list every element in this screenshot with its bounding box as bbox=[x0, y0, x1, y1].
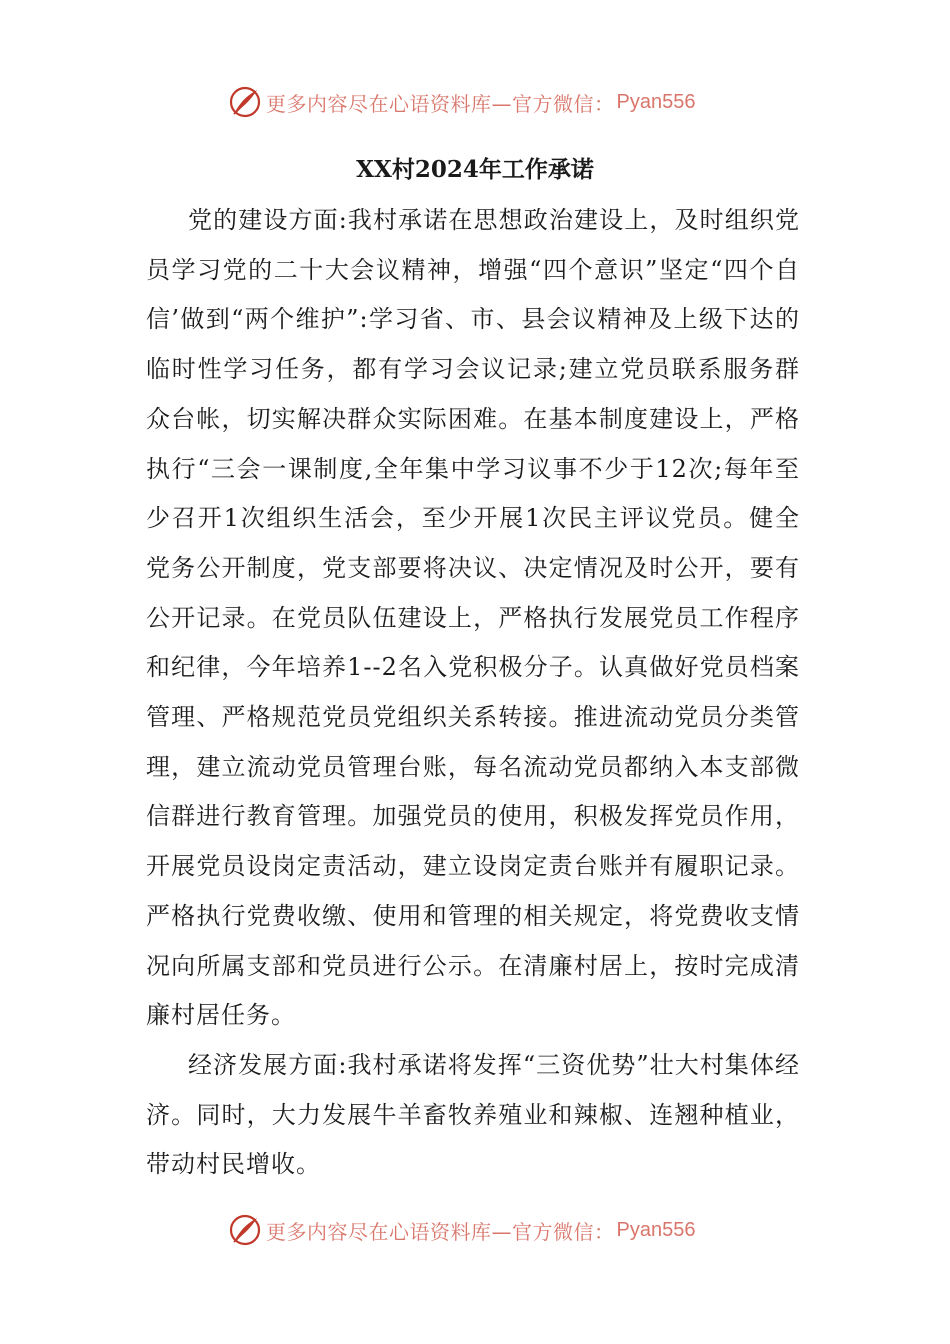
quill-logo-icon bbox=[228, 1213, 262, 1247]
header-watermark bbox=[228, 82, 695, 122]
footer-watermark bbox=[228, 1210, 695, 1250]
watermark-text: 更多内容尽在心语资料库—官方微信： bbox=[266, 91, 615, 116]
watermark-text: 更多内容尽在心语资料库—官方微信： bbox=[266, 1219, 615, 1244]
watermark-handle: Pyan556 bbox=[616, 1218, 696, 1241]
quill-logo-icon bbox=[228, 85, 262, 119]
paragraph-party-building: 党的建设方面:我村承诺在思想政治建设上，及时组织党员学习党的二十大会议精神，增强“四个意识”坚定“四个自信’做到“两个维护”:学习省、市、县会议精神及上级下达的临时性学习任务，都有学习会议记录;建立党员联系服务群众台帐，切实解决群众实际困难。在基本制度建设上，严格执行“三会一课制度,全年集中学习议事不少于12次;每年至少召开1次组织生活会，至少开展1次民主评议党员。健全党务公开制度，党支部要将决议、决定情况及时公开，要有公开记录。在党员队伍建设上，严格执行发展党员工作程序和纪律，今年培养1--2名入党积极分子。认真做好党员档案管理、严格规范党员党组织关系转接。推进流动党员分类管理，建立流动党员管理台账，每名流动党员都纳入本支部微信群进行教育管理。加强党员的使用，积极发挥党员作用，开展党员设岗定责活动，建立设岗定责台账并有履职记录。严格执行党费收缴、使用和管理的相关规定，将党费收支情况向所属支部和党员进行公示。在清廉村居上，按时完成清廉村居任务。 bbox=[146, 206, 800, 1030]
document-title: XX村2024年工作承诺 bbox=[356, 156, 594, 183]
document-body bbox=[146, 196, 800, 1190]
paragraph-economic-development: 经济发展方面:我村承诺将发挥“三资优势”壮大村集体经济。同时，大力发展牛羊畜牧养殖业和辣椒、连翘种植业，带动村民增收。 bbox=[146, 1050, 800, 1179]
watermark-handle: Pyan556 bbox=[616, 90, 696, 113]
